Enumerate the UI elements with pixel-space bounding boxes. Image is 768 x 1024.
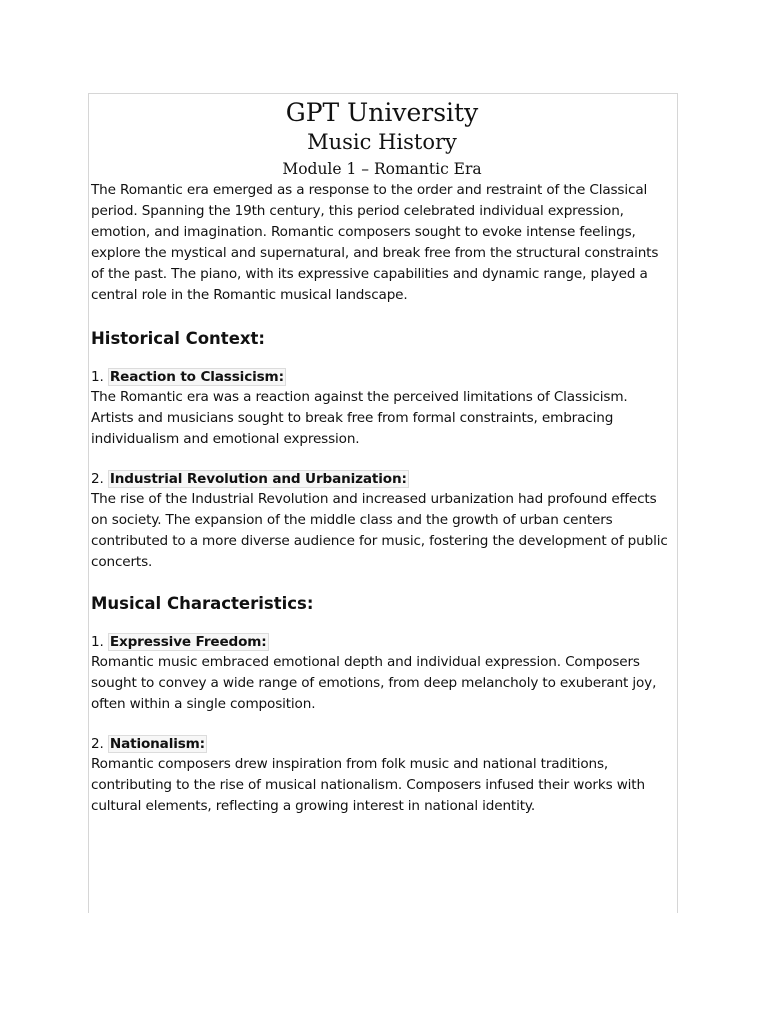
list-item-paragraph: Romantic music embraced emotional depth and individual expression. Composers sought to convey a wide range of emotions, from deep melancholy to exuberant joy, often within a single composition. bbox=[91, 654, 657, 712]
list-item-number: 2. bbox=[91, 736, 104, 752]
list-item-heading bbox=[91, 734, 673, 754]
list-item-number: 1. bbox=[91, 369, 104, 385]
list-item-heading bbox=[91, 632, 673, 652]
section-heading-musical-characteristics: Musical Characteristics: bbox=[91, 594, 314, 613]
list-item-heading bbox=[91, 367, 673, 387]
intro-paragraph: The Romantic era emerged as a response to the order and restraint of the Classical period. Spanning the 19th century, this period celebrated individual expression, emotion, and imagination. Romantic composers sought to evoke intense feelings, explore the mystical and supernatural, and break free from the structural constraints of the past. The piano, with its expressive capabilities and dynamic range, played a central role in the Romantic musical landscape. bbox=[91, 182, 659, 303]
document-content bbox=[89, 98, 677, 817]
title-block bbox=[91, 98, 673, 180]
university-title: GPT University bbox=[285, 98, 479, 127]
list-item-label: Nationalism: bbox=[109, 736, 205, 752]
course-title: Music History bbox=[307, 130, 457, 154]
list-item-number: 2. bbox=[91, 471, 104, 487]
document-page bbox=[88, 93, 678, 913]
list-item-paragraph: The Romantic era was a reaction against the perceived limitations of Classicism. Artists and musicians sought to break free from formal constraints, embracing individualism and emotional expression. bbox=[91, 389, 628, 447]
list-item-paragraph: The rise of the Industrial Revolution and increased urbanization had profound effects on society. The expansion of the middle class and the growth of urban centers contributed to a more diverse audience for music, fostering the development of public concerts. bbox=[91, 491, 668, 570]
section-heading-historical-context: Historical Context: bbox=[91, 329, 266, 348]
list-item-label: Reaction to Classicism: bbox=[109, 369, 284, 385]
list-item-heading bbox=[91, 469, 673, 489]
list-item-paragraph: Romantic composers drew inspiration from folk music and national traditions, contributing to the rise of musical nationalism. Composers infused their works with cultural elements, reflecting a growing interest in national identity. bbox=[91, 756, 645, 814]
list-item-label: Expressive Freedom: bbox=[109, 634, 267, 650]
list-item-label: Industrial Revolution and Urbanization: bbox=[109, 471, 407, 487]
list-item-number: 1. bbox=[91, 634, 104, 650]
module-title: Module 1 – Romantic Era bbox=[282, 160, 482, 178]
